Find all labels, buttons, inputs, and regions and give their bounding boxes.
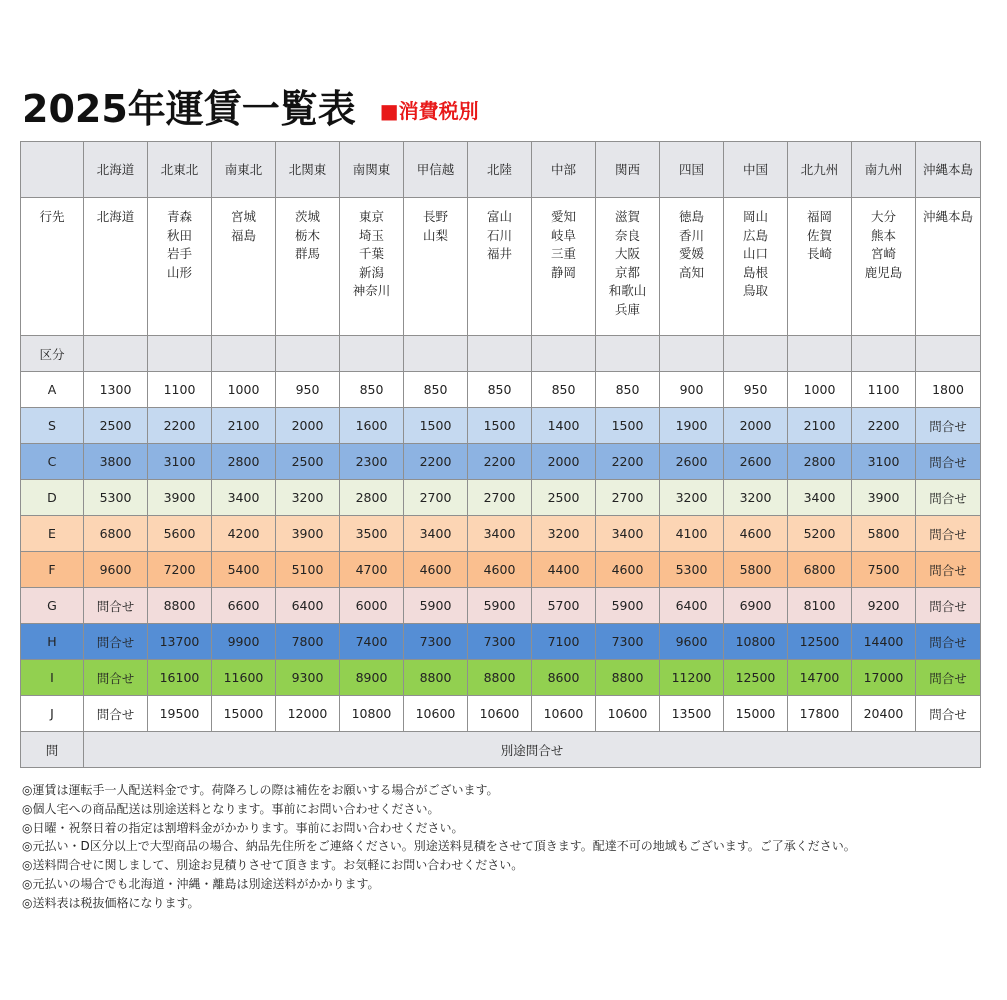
rate-cell: 6400: [660, 588, 724, 624]
rate-cell: 850: [404, 372, 468, 408]
class-label: A: [21, 372, 84, 408]
rate-cell: 4600: [724, 516, 788, 552]
rate-cell: 3200: [276, 480, 340, 516]
rate-cell: 4600: [404, 552, 468, 588]
destination-name: 北海道: [96, 209, 135, 224]
kubun-cell: [212, 336, 276, 372]
rate-cell: 1100: [148, 372, 212, 408]
destination-name: 秋田: [166, 227, 192, 243]
rate-cell: 8600: [532, 660, 596, 696]
destination-cell: [532, 198, 596, 336]
region-header: 北陸: [468, 142, 532, 198]
title-row: [22, 74, 479, 131]
rate-cell: 13700: [148, 624, 212, 660]
note-line: ◎送料表は税抜価格になります。: [22, 895, 200, 910]
destination-name: 新潟: [358, 264, 384, 280]
rate-cell: 7200: [148, 552, 212, 588]
destination-name: 東京: [358, 209, 384, 224]
kubun-cell: [788, 336, 852, 372]
dest-label: 行先: [21, 198, 84, 336]
rate-cell: 850: [340, 372, 404, 408]
rate-cell: 10600: [468, 696, 532, 732]
region-header: 中国: [724, 142, 788, 198]
destination-cell: [788, 198, 852, 336]
rate-cell: 12500: [724, 660, 788, 696]
kubun-row: [21, 336, 981, 372]
rate-cell: 6900: [724, 588, 788, 624]
destination-name: 香川: [678, 227, 704, 243]
rate-cell: 2800: [340, 480, 404, 516]
rate-cell: 2800: [212, 444, 276, 480]
destination-name: 愛媛: [678, 246, 704, 262]
class-label: F: [21, 552, 84, 588]
rate-cell: 問合せ: [916, 660, 981, 696]
rate-cell: 1500: [468, 408, 532, 444]
destination-name: 埼玉: [358, 227, 384, 243]
class-label: E: [21, 516, 84, 552]
rate-cell: 5900: [404, 588, 468, 624]
rate-cell: 9600: [84, 552, 148, 588]
region-header: 中部: [532, 142, 596, 198]
rate-row: [21, 408, 981, 444]
destination-name: 茨城: [294, 209, 320, 224]
rate-cell: 7800: [276, 624, 340, 660]
rate-cell: 16100: [148, 660, 212, 696]
rate-cell: 12500: [788, 624, 852, 660]
note-line: ◎元払いの場合でも北海道・沖縄・離島は別途送料がかかります。: [22, 876, 380, 891]
kubun-cell: [724, 336, 788, 372]
rate-cell: 10800: [340, 696, 404, 732]
rate-row: [21, 696, 981, 732]
destination-name: 島根: [742, 264, 768, 280]
destination-name: 高知: [678, 264, 704, 280]
rate-cell: 1100: [852, 372, 916, 408]
rate-cell: 1900: [660, 408, 724, 444]
rate-cell: 4200: [212, 516, 276, 552]
rate-cell: 850: [596, 372, 660, 408]
rate-cell: 7500: [852, 552, 916, 588]
rate-cell: 1500: [404, 408, 468, 444]
rate-cell: 4700: [340, 552, 404, 588]
rate-cell: 2000: [276, 408, 340, 444]
rate-cell: 2200: [596, 444, 660, 480]
destination-name: 和歌山: [608, 283, 647, 299]
destination-name: 徳島: [678, 209, 704, 224]
rate-cell: 1000: [788, 372, 852, 408]
kubun-cell: [916, 336, 981, 372]
rate-cell: 10600: [404, 696, 468, 732]
rate-row: [21, 624, 981, 660]
rate-cell: 14700: [788, 660, 852, 696]
rate-cell: 5700: [532, 588, 596, 624]
destination-name: 長野: [422, 209, 448, 224]
region-header-row: [21, 142, 981, 198]
destination-name: 滋賀: [614, 209, 640, 224]
region-header: 沖縄本島: [916, 142, 981, 198]
rate-cell: 問合せ: [916, 588, 981, 624]
rate-cell: 問合せ: [916, 408, 981, 444]
kubun-cell: [276, 336, 340, 372]
rate-cell: 問合せ: [916, 624, 981, 660]
destination-name: 奈良: [614, 227, 640, 243]
rate-cell: 2700: [596, 480, 660, 516]
kubun-cell: [596, 336, 660, 372]
rate-cell: 問合せ: [84, 624, 148, 660]
destination-name: 富山: [486, 209, 512, 224]
note-line: ◎送料問合せに関しまして、別途お見積りさせて頂きます。お気軽にお問い合わせください。: [22, 858, 524, 873]
destination-name: 宮崎: [870, 246, 896, 262]
destination-name: 福島: [230, 227, 256, 243]
rate-cell: 3400: [468, 516, 532, 552]
rate-cell: 2700: [468, 480, 532, 516]
rate-cell: 3900: [148, 480, 212, 516]
rate-cell: 5300: [84, 480, 148, 516]
destination-cell: [340, 198, 404, 336]
rate-cell: 9900: [212, 624, 276, 660]
destination-cell: [276, 198, 340, 336]
rate-cell: 8800: [596, 660, 660, 696]
class-label: G: [21, 588, 84, 624]
destination-name: 京都: [614, 264, 640, 280]
rate-cell: 2000: [724, 408, 788, 444]
destination-name: 愛知: [550, 209, 576, 224]
tax-label: ■消費税別: [379, 99, 479, 123]
rate-cell: 5800: [852, 516, 916, 552]
rate-cell: 8900: [340, 660, 404, 696]
rate-cell: 3400: [404, 516, 468, 552]
rate-cell: 5400: [212, 552, 276, 588]
rate-cell: 10600: [596, 696, 660, 732]
destination-name: 岩手: [166, 246, 192, 262]
rate-cell: 17800: [788, 696, 852, 732]
region-header: 南関東: [340, 142, 404, 198]
rate-cell: 7300: [468, 624, 532, 660]
kubun-cell: [404, 336, 468, 372]
region-header: 北九州: [788, 142, 852, 198]
rate-cell: 2500: [532, 480, 596, 516]
rate-cell: 12000: [276, 696, 340, 732]
rate-cell: 13500: [660, 696, 724, 732]
destination-name: 大阪: [614, 246, 640, 262]
inquiry-row: [21, 732, 981, 768]
rate-cell: 2100: [788, 408, 852, 444]
rate-row: [21, 588, 981, 624]
rate-cell: 4600: [468, 552, 532, 588]
rate-cell: 9200: [852, 588, 916, 624]
class-label: S: [21, 408, 84, 444]
destination-name: 宮城: [230, 209, 256, 224]
rate-cell: 3800: [84, 444, 148, 480]
rate-cell: 1500: [596, 408, 660, 444]
destination-name: 福岡: [806, 209, 832, 224]
rate-row: [21, 516, 981, 552]
rate-cell: 1600: [340, 408, 404, 444]
rate-cell: 問合せ: [84, 696, 148, 732]
rate-cell: 5900: [468, 588, 532, 624]
rate-cell: 5100: [276, 552, 340, 588]
rate-cell: 850: [468, 372, 532, 408]
rate-cell: 950: [724, 372, 788, 408]
rate-row: [21, 660, 981, 696]
rate-cell: 15000: [212, 696, 276, 732]
destination-cell: [404, 198, 468, 336]
kubun-cell: [148, 336, 212, 372]
rate-cell: 17000: [852, 660, 916, 696]
note-line: ◎日曜・祝祭日着の指定は割増料金がかかります。事前にお問い合わせください。: [22, 820, 464, 835]
rate-cell: 3900: [852, 480, 916, 516]
note-line: ◎個人宅への商品配送は別途送料となります。事前にお問い合わせください。: [22, 801, 440, 816]
rate-cell: 6800: [84, 516, 148, 552]
destination-name: 鹿児島: [864, 264, 903, 280]
region-header: 関西: [596, 142, 660, 198]
rate-cell: 6000: [340, 588, 404, 624]
page-title: 2025年運賃一覧表: [22, 87, 356, 131]
rate-cell: 1300: [84, 372, 148, 408]
destination-name: 沖縄本島: [922, 209, 973, 224]
notes: [22, 781, 856, 913]
destination-cell: [212, 198, 276, 336]
rate-table: [20, 141, 981, 768]
rate-cell: 900: [660, 372, 724, 408]
rate-cell: 7400: [340, 624, 404, 660]
rate-cell: 10600: [532, 696, 596, 732]
rate-cell: 問合せ: [84, 588, 148, 624]
rate-cell: 5600: [148, 516, 212, 552]
rate-cell: 問合せ: [916, 480, 981, 516]
kubun-cell: [468, 336, 532, 372]
rate-cell: 3200: [532, 516, 596, 552]
inquiry-value: 別途問合せ: [84, 732, 981, 768]
rate-cell: 6600: [212, 588, 276, 624]
region-header: 南九州: [852, 142, 916, 198]
rate-cell: 1400: [532, 408, 596, 444]
rate-cell: 1000: [212, 372, 276, 408]
rate-cell: 5300: [660, 552, 724, 588]
destination-name: 栃木: [294, 227, 320, 243]
rate-cell: 5200: [788, 516, 852, 552]
note-line: ◎運賃は運転手一人配送料金です。荷降ろしの際は補佐をお願いする場合がございます。: [22, 783, 499, 797]
destination-name: 福井: [486, 246, 512, 262]
rate-cell: 8100: [788, 588, 852, 624]
rate-cell: 問合せ: [916, 444, 981, 480]
class-label: I: [21, 660, 84, 696]
rate-cell: 11600: [212, 660, 276, 696]
destination-cell: [148, 198, 212, 336]
rate-cell: 1800: [916, 372, 981, 408]
destination-cell: [468, 198, 532, 336]
note-line: ◎元払い・D区分以上で大型商品の場合、納品先住所をご連絡ください。別途送料見積をさせて頂きます。配達不可の地域もございます。ご了承ください。: [22, 839, 856, 854]
destination-name: 長崎: [806, 246, 832, 262]
kubun-cell: [84, 336, 148, 372]
rate-cell: 2200: [148, 408, 212, 444]
rate-cell: 問合せ: [916, 516, 981, 552]
destination-name: 兵庫: [614, 301, 640, 317]
rate-cell: 7300: [404, 624, 468, 660]
rate-cell: 6800: [788, 552, 852, 588]
class-label: J: [21, 696, 84, 732]
rate-cell: 15000: [724, 696, 788, 732]
destination-cell: [660, 198, 724, 336]
rate-cell: 3400: [788, 480, 852, 516]
rate-cell: 3100: [852, 444, 916, 480]
rate-cell: 8800: [404, 660, 468, 696]
rate-cell: 3400: [596, 516, 660, 552]
inquiry-label: 問: [21, 732, 84, 768]
rate-cell: 2200: [468, 444, 532, 480]
rate-cell: 5900: [596, 588, 660, 624]
rate-cell: 950: [276, 372, 340, 408]
rate-cell: 850: [532, 372, 596, 408]
kubun-cell: [852, 336, 916, 372]
rate-cell: 5800: [724, 552, 788, 588]
destination-name: 千葉: [358, 246, 384, 262]
destination-name: 佐賀: [806, 227, 832, 243]
corner-cell: [21, 142, 84, 198]
rate-cell: 4600: [596, 552, 660, 588]
destination-name: 岡山: [742, 209, 768, 224]
destination-name: 山口: [742, 246, 768, 262]
region-header: 南東北: [212, 142, 276, 198]
rate-cell: 2500: [84, 408, 148, 444]
rate-cell: 3200: [660, 480, 724, 516]
rate-cell: 3400: [212, 480, 276, 516]
destination-name: 群馬: [294, 246, 320, 262]
rate-table-body: [21, 142, 981, 768]
rate-cell: 3100: [148, 444, 212, 480]
destination-name: 鳥取: [742, 283, 768, 299]
destination-cell: [852, 198, 916, 336]
rate-cell: 11200: [660, 660, 724, 696]
rate-cell: 19500: [148, 696, 212, 732]
rate-cell: 2300: [340, 444, 404, 480]
rate-cell: 問合せ: [916, 696, 981, 732]
region-header: 北関東: [276, 142, 340, 198]
class-label: D: [21, 480, 84, 516]
destination-cell: [84, 198, 148, 336]
destination-row: [21, 198, 981, 336]
destination-name: 岐阜: [550, 227, 576, 243]
rate-cell: 4400: [532, 552, 596, 588]
destination-name: 三重: [550, 246, 576, 262]
rate-cell: 8800: [468, 660, 532, 696]
kubun-cell: [532, 336, 596, 372]
destination-cell: [596, 198, 660, 336]
rate-cell: 20400: [852, 696, 916, 732]
rate-cell: 2600: [660, 444, 724, 480]
rate-cell: 問合せ: [916, 552, 981, 588]
rate-cell: 4100: [660, 516, 724, 552]
rate-cell: 3500: [340, 516, 404, 552]
destination-cell: [916, 198, 981, 336]
rate-cell: 7100: [532, 624, 596, 660]
region-header: 甲信越: [404, 142, 468, 198]
rate-cell: 10800: [724, 624, 788, 660]
rate-cell: 2800: [788, 444, 852, 480]
rate-cell: 2200: [852, 408, 916, 444]
destination-name: 広島: [742, 227, 768, 243]
region-header: 四国: [660, 142, 724, 198]
rate-cell: 2200: [404, 444, 468, 480]
rate-row: [21, 372, 981, 408]
destination-cell: [724, 198, 788, 336]
rate-cell: 2000: [532, 444, 596, 480]
rate-cell: 2700: [404, 480, 468, 516]
kubun-cell: [340, 336, 404, 372]
class-label: C: [21, 444, 84, 480]
rate-cell: 8800: [148, 588, 212, 624]
rate-cell: 6400: [276, 588, 340, 624]
rate-cell: 2500: [276, 444, 340, 480]
destination-name: 青森: [166, 209, 192, 224]
rate-cell: 7300: [596, 624, 660, 660]
rate-cell: 3900: [276, 516, 340, 552]
destination-name: 熊本: [870, 227, 896, 243]
rate-row: [21, 480, 981, 516]
rate-row: [21, 552, 981, 588]
region-header: 北東北: [148, 142, 212, 198]
destination-name: 山形: [166, 264, 192, 280]
destination-name: 大分: [870, 209, 896, 224]
rate-cell: 2100: [212, 408, 276, 444]
rate-cell: 問合せ: [84, 660, 148, 696]
region-header: 北海道: [84, 142, 148, 198]
kubun-label: 区分: [21, 336, 84, 372]
rate-cell: 2600: [724, 444, 788, 480]
destination-name: 神奈川: [352, 283, 391, 299]
rate-row: [21, 444, 981, 480]
rate-cell: 14400: [852, 624, 916, 660]
class-label: H: [21, 624, 84, 660]
destination-name: 静岡: [550, 264, 576, 280]
rate-cell: 9300: [276, 660, 340, 696]
rate-cell: 3200: [724, 480, 788, 516]
destination-name: 山梨: [422, 227, 448, 243]
rate-cell: 9600: [660, 624, 724, 660]
destination-name: 石川: [486, 227, 512, 243]
kubun-cell: [660, 336, 724, 372]
